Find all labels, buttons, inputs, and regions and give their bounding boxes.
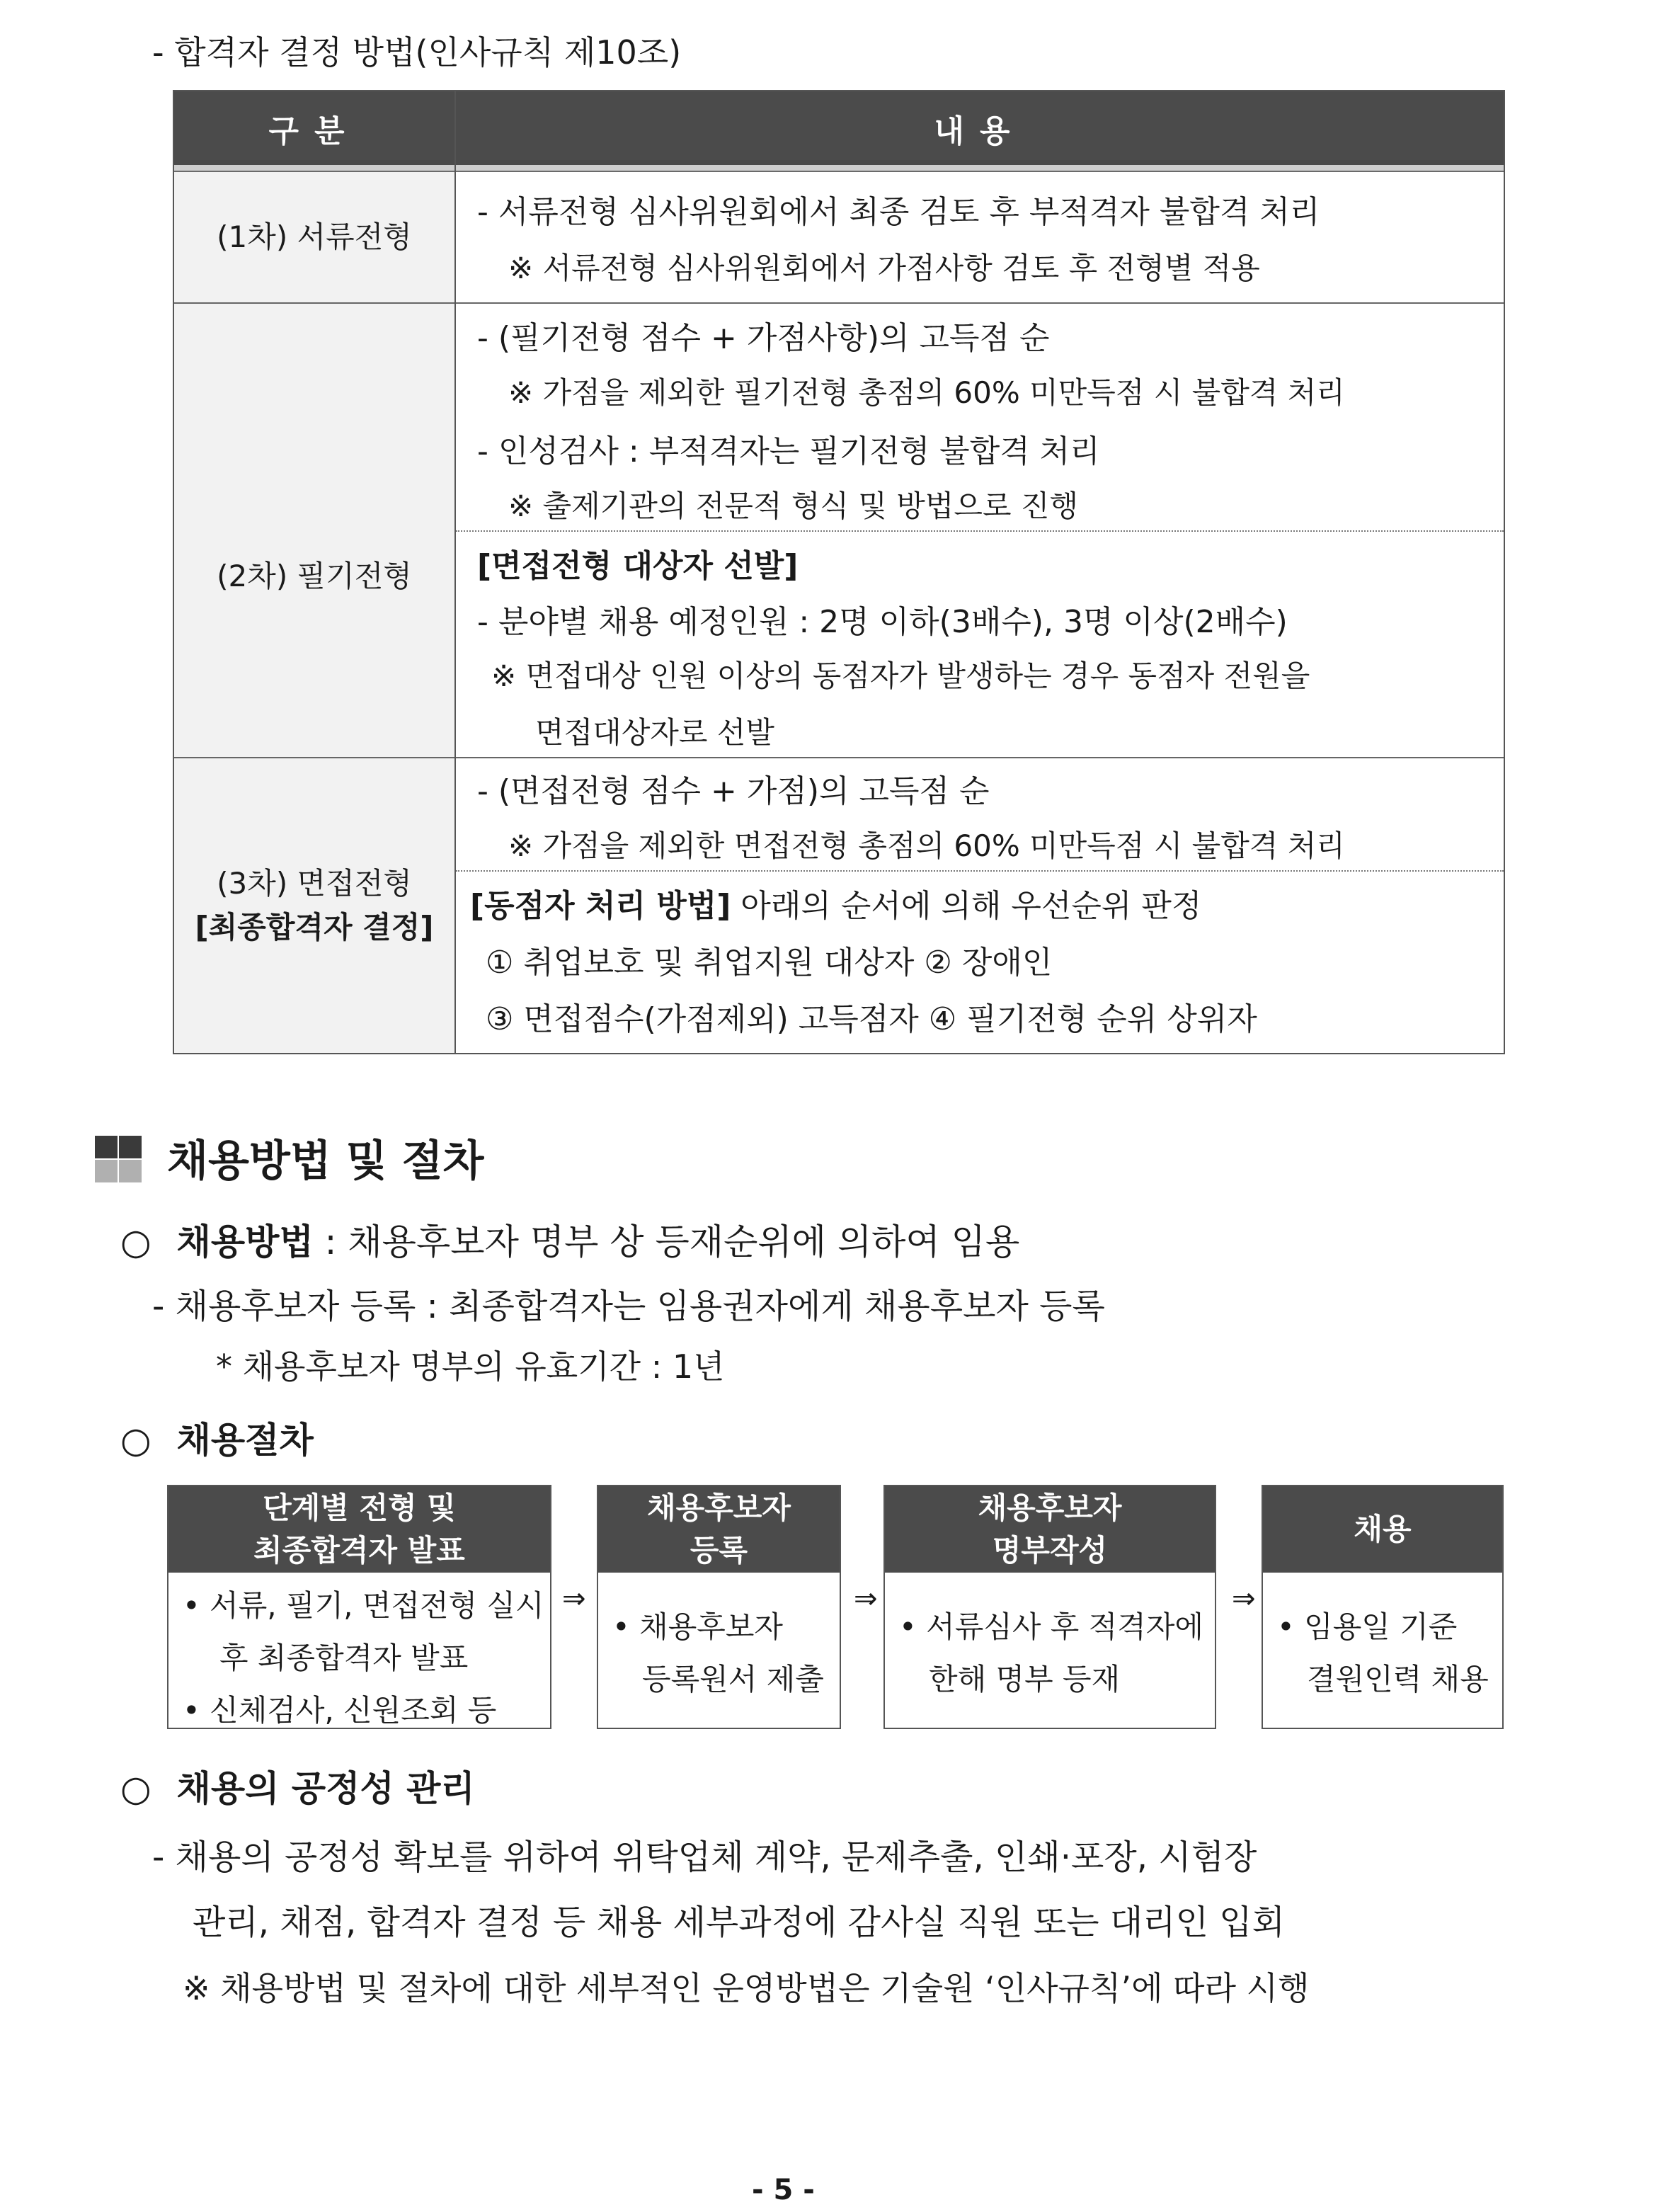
category-interview: (3차) 면접전형 [최종합격자 결정]: [174, 758, 454, 1053]
row1-line1: - 서류전형 심사위원회에서 최종 검토 후 부적격자 불합격 처리: [477, 194, 1320, 230]
category-written-exam: (2차) 필기전형: [174, 304, 454, 849]
flow-arrow-icon: ⇒: [562, 1583, 586, 1615]
tie-rule-priority-2: ③ 면접점수(가점제외) 고득점자 ④ 필기전형 순위 상위자: [486, 1001, 1257, 1037]
section-square-icon-4: [119, 1160, 142, 1182]
circle-bullet-icon: ○: [120, 1768, 151, 1809]
flow-step-4: 채용 • 임용일 기준 결원인력 채용: [1262, 1485, 1504, 1729]
table-header-content: 내용: [456, 91, 1504, 165]
method-sub: - 채용후보자 등록 : 최종합격자는 임용권자에게 채용후보자 등록: [152, 1287, 1105, 1326]
section-square-icon: [95, 1136, 118, 1158]
tie-rule-line: [동점자 처리 방법] 아래의 순서에 의해 우선순위 판정: [470, 888, 1202, 924]
row1-note: ※ 서류전형 심사위원회에서 가점사항 검토 후 전형별 적용: [508, 251, 1260, 285]
flow-arrow-icon: ⇒: [1232, 1583, 1256, 1615]
interview-selection-heading: [면접전형 대상자 선발]: [477, 548, 799, 584]
method-note: * 채용후보자 명부의 유효기간 : 1년: [216, 1347, 725, 1386]
fairness-line2: 관리, 채점, 합격자 결정 등 채용 세부과정에 감사실 직원 또는 대리인 입회: [193, 1903, 1286, 1942]
row3-note1: ※ 가점을 제외한 면접전형 총점의 60% 미만득점 시 불합격 처리: [508, 828, 1345, 863]
section-square-icon-2: [119, 1136, 142, 1158]
tie-rule-priority-1: ① 취업보호 및 취업지원 대상자 ② 장애인: [486, 945, 1053, 981]
selection-criteria-table: [173, 90, 1505, 1054]
circle-bullet-icon: ○: [120, 1420, 151, 1461]
method-line: ○ 채용방법 : 채용후보자 명부 상 등재순위에 의하여 임용: [120, 1221, 1020, 1262]
fairness-note: ※ 채용방법 및 절차에 대한 세부적인 운영방법은 기술원 ‘인사규칙’에 따라 시행: [183, 1969, 1310, 2007]
row2-line2: - 인성검사 : 부적격자는 필기전형 불합격 처리: [477, 433, 1100, 469]
fairness-line1: - 채용의 공정성 확보를 위하여 위탁업체 계약, 문제추출, 인쇄·포장, 시험장: [152, 1837, 1257, 1877]
row3-line1: - (면접전형 점수 + 가점)의 고득점 순: [477, 773, 990, 809]
page-number: - 5 -: [752, 2174, 815, 2206]
row2-note3-cont: 면접대상자로 선발: [535, 715, 774, 750]
row2-line1: - (필기전형 점수 + 가점사항)의 고득점 순: [477, 320, 1050, 356]
flow-step-3: 채용후보자 명부작성 • 서류심사 후 적격자에 한해 명부 등재: [883, 1485, 1216, 1729]
procedure-heading: ○ 채용절차: [120, 1420, 314, 1461]
circle-bullet-icon: ○: [120, 1221, 151, 1262]
category-document-screening: (1차) 서류전형: [174, 172, 454, 302]
row2-note2: ※ 출제기관의 전문적 형식 및 방법으로 진행: [508, 489, 1079, 523]
flow-step-2: 채용후보자 등록 • 채용후보자 등록원서 제출: [597, 1485, 841, 1729]
flow-arrow-icon: ⇒: [854, 1583, 878, 1615]
row2-line3: - 분야별 채용 예정인원 : 2명 이하(3배수), 3명 이상(2배수): [477, 604, 1288, 640]
fairness-heading: ○ 채용의 공정성 관리: [120, 1768, 475, 1809]
intro-text: - 합격자 결정 방법(인사규칙 제10조): [152, 33, 682, 72]
section-title: 채용방법 및 절차: [167, 1136, 484, 1186]
table-header-category: 구분: [174, 91, 454, 165]
section-square-icon-3: [95, 1160, 118, 1182]
row2-note3: ※ 면접대상 인원 이상의 동점자가 발생하는 경우 동점자 전원을: [491, 659, 1310, 693]
flow-step-1: 단계별 전형 및 최종합격자 발표 • 서류, 필기, 면접전형 실시 후 최종합격자 발표 • 신체검사, 신원조회 등: [167, 1485, 551, 1729]
row2-note1: ※ 가점을 제외한 필기전형 총점의 60% 미만득점 시 불합격 처리: [508, 375, 1345, 410]
